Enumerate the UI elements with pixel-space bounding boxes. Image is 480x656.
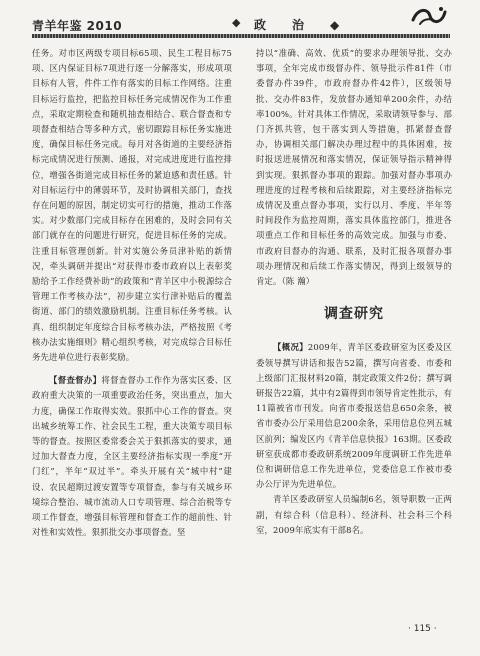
yearbook-title: 青羊年鉴 2010	[32, 19, 123, 33]
diamond-icon: ◆	[232, 16, 241, 29]
supervision-text: 将督查督办工作作为落实区委、区政府重大决策的一项重要政治任务，突出重点，加大力度，确保工作取得实效。狠抓中心工作的督查。突出城乡统筹工作、社会民生工程，重大决策专项目标等的督查。按照区委常委会关于狠抓落实的要求，通过加大督查力度，全区主要经济指标实现一季度“开门红”，半年“双过半”。牵头开展有关“城中村”建设、农民超期过渡安置等专项督查，参与有关城乡环境综合整治、城市流动人口专项管理、综合治税等专项工作督查，增强目标管理和督查工作的超前性、针对性和实效性。狠抓批交办事项督查。坚	[32, 375, 232, 538]
supervision-continued-paragraph	[256, 46, 452, 289]
supervision-continued-text: 持以“准确、高效、优质”的要求办理领导批、交办事项，全年完成市级督办件、领导批示件81件（市委督办件39件，市政府督办件42件），区级领导批、交办件83件，发放督办通知单200余件，办结率100%。针对具体工作情况，采取请领导参与、部门齐抓共管，包干落实到人等措施，抓紧督查督办，协调相关部门解决办理过程中的具体困难，按时报送进展情况和落实情况，保证领导指示精神得到实现。狠抓督办事项的跟踪。加强对督办事项办理进度的过程考核和后续跟踪，对主要经济指标完成情况及重点督办事项，实行以月、季度、半年等时间段作为监控周期，落实具体监控部门，推进各项重点工作和目标任务的高效完成。加强与市委、市政府目督办的沟通、联系，及时汇报各项督办事项办理情况和后续工作落实情况，得到上级领导的肯定。	[256, 48, 452, 287]
staff-paragraph: 青羊区委政研室人员编制6名，领导职数一正两副，有综合科（信息科）、经济科、社会科三个科室，2009年底实有干部8名。	[256, 494, 452, 535]
supervision-tag: 【督查督办】	[49, 375, 102, 386]
targets-paragraph: 任务。对市区两级专项目标65项、民生工程目标75项、区内保证目标7项进行逐一分解落实，形成项项目标有人管，件件工作有落实的目标工作网络。注重目标运行监控，把监控目标任务完成情况作为工作重点，采取定期检查和随机抽查相结合、联合督查和专项督查相结合等多种方式，密切跟踪目标任务实施进度，确保目标任务完成。每月对各街道的主要经济指标完成情况进行预测、通报，对完成进度进行监控排位，增强各街道完成目标任务的紧迫感和责任感。针对目标运行中的薄弱环节，及时协调相关部门，查找存在问题的原因，制定切实可行的措施，推动工作落实。对少数部门完成目标存在困难的，及时会同有关部门就存在的问题进行研究，促进目标任务的完成。注重目标管理创新。针对实施公务员津补贴的新情况，牵头调研并提出“对获得市委市政府以上表彰奖励给予工作经费补助”的政策和“青羊区中小税源综合管理工作考核办法”，初步建立实行津补贴后的覆盖街道、部门的绩效激励机制。注重目标任务考核。认真、组织制定年度综合目标考核办法，严格按照《考核办法实施细则》精心组织考核，对完成综合目标任务先进单位进行表彰奖励。	[32, 48, 232, 363]
right-column	[256, 46, 452, 538]
author-credit: （陈 瀚）	[281, 276, 315, 287]
page-number: · 115 ·	[408, 624, 437, 634]
section-name: 政治◆	[254, 18, 366, 32]
supervision-paragraph	[32, 373, 232, 540]
yearbook-logo-icon	[410, 4, 448, 28]
overview-tag: 【概况】	[273, 342, 308, 353]
running-header	[32, 16, 450, 38]
left-column	[32, 46, 232, 541]
overview-paragraph	[256, 340, 452, 492]
section-heading: 调查研究	[324, 306, 384, 323]
overview-text: 2009年，青羊区委政研室为区委及区委领导撰写讲话和报告52篇，撰写向省委、市委和上级部门汇报材料20篇，制定政策文件2份；撰写调研报告22篇，其中有2篇得到市领导肯定性批示，有11篇被省市刊发。向省市委报送信息650余条，被省市委办公厅采用信息200余条，采用信息位列五城区前列；编发区内《青羊信息快报》163期。区委政研室获成都市委政研系统2009年度调研工作先进单位和调研信息工作先进单位，党委信息工作被市委办公厅评为先进单位。	[256, 342, 452, 490]
header-rule	[32, 34, 450, 38]
